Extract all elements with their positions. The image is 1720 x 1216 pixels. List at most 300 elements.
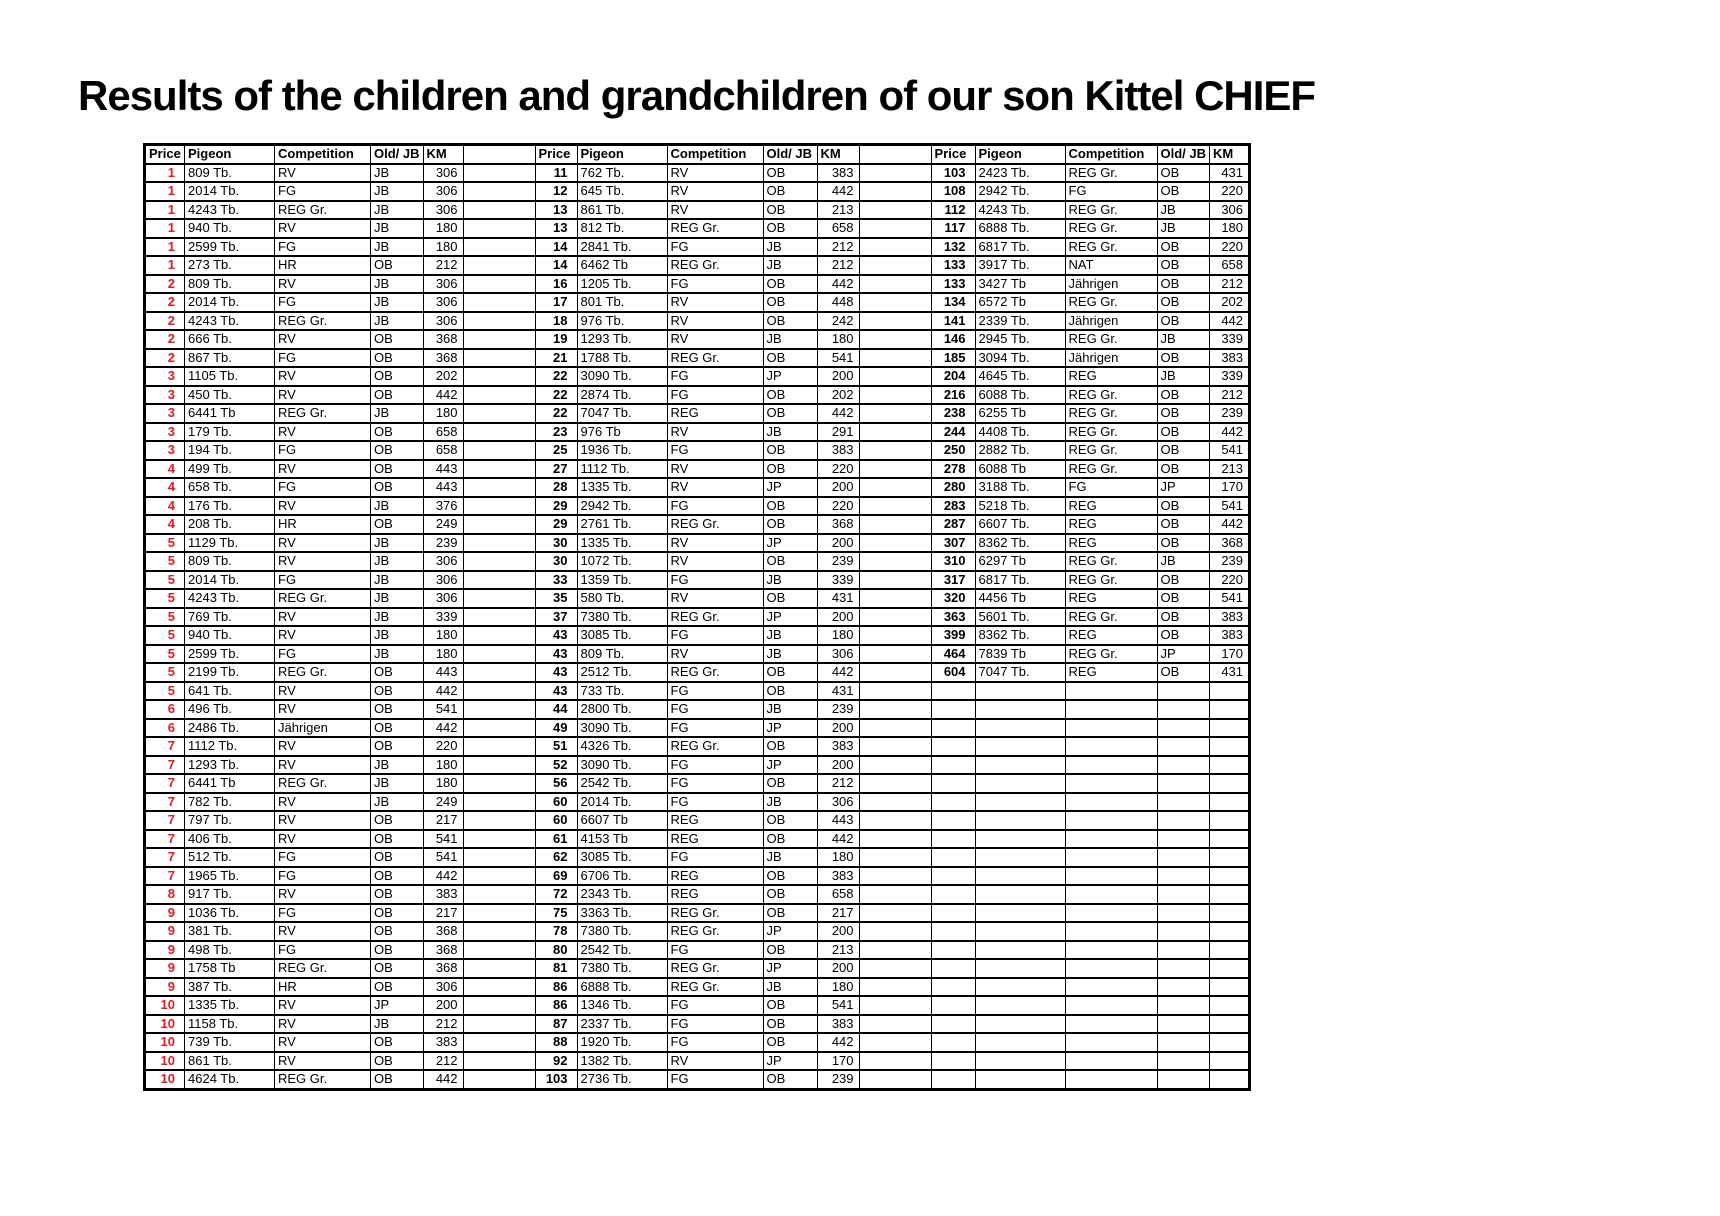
km-cell: 180: [817, 626, 859, 645]
pigeon-cell: 917 Tb.: [185, 885, 275, 904]
price-cell: 1: [145, 219, 185, 238]
oldjb-cell: JP: [763, 719, 817, 738]
oldjb-cell: JP: [763, 756, 817, 775]
table-row: [145, 793, 1250, 812]
pigeon-cell: 809 Tb.: [185, 552, 275, 571]
competition-cell: FG: [275, 293, 371, 312]
gap-cell: [859, 145, 931, 164]
price-cell: 5: [145, 608, 185, 627]
competition-cell: REG Gr.: [1065, 164, 1157, 183]
table-header-cell: Competition: [667, 145, 763, 164]
pigeon-cell: 4645 Tb.: [975, 367, 1065, 386]
pigeon-cell: [975, 1015, 1065, 1034]
gap-cell: [463, 367, 535, 386]
competition-cell: FG: [275, 182, 371, 201]
oldjb-cell: JB: [763, 978, 817, 997]
price-cell: [931, 682, 975, 701]
price-cell: 86: [535, 996, 577, 1015]
km-cell: 291: [817, 423, 859, 442]
oldjb-cell: OB: [371, 256, 424, 275]
price-cell: 2: [145, 293, 185, 312]
km-cell: 180: [423, 756, 463, 775]
competition-cell: RV: [667, 552, 763, 571]
oldjb-cell: [1157, 1070, 1210, 1089]
price-cell: [931, 996, 975, 1015]
pigeon-cell: 1036 Tb.: [185, 904, 275, 923]
km-cell: 220: [817, 497, 859, 516]
price-cell: 117: [931, 219, 975, 238]
oldjb-cell: OB: [763, 349, 817, 368]
km-cell: 212: [423, 256, 463, 275]
pigeon-cell: 7380 Tb.: [577, 959, 667, 978]
table-header-cell: Competition: [1065, 145, 1157, 164]
oldjb-cell: JP: [1157, 478, 1210, 497]
oldjb-cell: JB: [763, 793, 817, 812]
competition-cell: FG: [667, 441, 763, 460]
km-cell: 239: [423, 534, 463, 553]
competition-cell: RV: [667, 312, 763, 331]
pigeon-cell: 3090 Tb.: [577, 719, 667, 738]
table-row: [145, 996, 1250, 1015]
km-cell: [1210, 848, 1250, 867]
price-cell: 7: [145, 793, 185, 812]
km-cell: 541: [423, 700, 463, 719]
price-cell: 112: [931, 201, 975, 220]
km-cell: 383: [817, 1015, 859, 1034]
price-cell: 250: [931, 441, 975, 460]
oldjb-cell: OB: [371, 737, 424, 756]
km-cell: 217: [423, 811, 463, 830]
oldjb-cell: JB: [763, 571, 817, 590]
oldjb-cell: OB: [371, 885, 424, 904]
price-cell: 108: [931, 182, 975, 201]
oldjb-cell: OB: [763, 885, 817, 904]
km-cell: 213: [817, 201, 859, 220]
price-cell: 19: [535, 330, 577, 349]
km-cell: 202: [1210, 293, 1250, 312]
oldjb-cell: OB: [763, 552, 817, 571]
gap-cell: [859, 238, 931, 257]
price-cell: 4: [145, 460, 185, 479]
price-cell: 22: [535, 404, 577, 423]
oldjb-cell: OB: [1157, 515, 1210, 534]
gap-cell: [463, 275, 535, 294]
gap-cell: [859, 996, 931, 1015]
competition-cell: FG: [275, 848, 371, 867]
oldjb-cell: OB: [371, 719, 424, 738]
competition-cell: FG: [275, 867, 371, 886]
competition-cell: REG Gr.: [667, 978, 763, 997]
competition-cell: FG: [667, 996, 763, 1015]
price-cell: 283: [931, 497, 975, 516]
competition-cell: RV: [275, 534, 371, 553]
price-cell: 7: [145, 867, 185, 886]
km-cell: [1210, 700, 1250, 719]
competition-cell: [1065, 737, 1157, 756]
pigeon-cell: [975, 1052, 1065, 1071]
price-cell: [931, 774, 975, 793]
table-header-cell: Pigeon: [577, 145, 667, 164]
price-cell: 14: [535, 256, 577, 275]
competition-cell: REG Gr.: [667, 256, 763, 275]
competition-cell: REG: [1065, 534, 1157, 553]
pigeon-cell: 1920 Tb.: [577, 1033, 667, 1052]
oldjb-cell: OB: [763, 1070, 817, 1089]
km-cell: [1210, 941, 1250, 960]
oldjb-cell: OB: [763, 164, 817, 183]
price-cell: 7: [145, 737, 185, 756]
gap-cell: [463, 552, 535, 571]
gap-cell: [859, 904, 931, 923]
competition-cell: REG Gr.: [275, 201, 371, 220]
km-cell: 368: [423, 941, 463, 960]
pigeon-cell: 1335 Tb.: [185, 996, 275, 1015]
oldjb-cell: JB: [371, 275, 424, 294]
pigeon-cell: 2199 Tb.: [185, 663, 275, 682]
gap-cell: [859, 885, 931, 904]
competition-cell: FG: [667, 367, 763, 386]
competition-cell: FG: [275, 904, 371, 923]
gap-cell: [859, 645, 931, 664]
oldjb-cell: JB: [371, 1015, 424, 1034]
price-cell: 72: [535, 885, 577, 904]
km-cell: 180: [423, 238, 463, 257]
km-cell: 212: [423, 1015, 463, 1034]
table-row: [145, 700, 1250, 719]
competition-cell: RV: [667, 201, 763, 220]
competition-cell: REG Gr.: [1065, 219, 1157, 238]
oldjb-cell: OB: [371, 941, 424, 960]
oldjb-cell: OB: [371, 978, 424, 997]
competition-cell: Jährigen: [275, 719, 371, 738]
price-cell: 10: [145, 1015, 185, 1034]
oldjb-cell: [1157, 922, 1210, 941]
competition-cell: [1065, 996, 1157, 1015]
competition-cell: [1065, 922, 1157, 941]
gap-cell: [859, 793, 931, 812]
km-cell: 306: [423, 275, 463, 294]
oldjb-cell: OB: [763, 941, 817, 960]
oldjb-cell: OB: [371, 1070, 424, 1089]
oldjb-cell: OB: [1157, 164, 1210, 183]
competition-cell: REG Gr.: [275, 312, 371, 331]
gap-cell: [859, 1015, 931, 1034]
price-cell: [931, 978, 975, 997]
oldjb-cell: JB: [371, 534, 424, 553]
gap-cell: [859, 330, 931, 349]
oldjb-cell: OB: [371, 682, 424, 701]
km-cell: 658: [817, 219, 859, 238]
price-cell: 44: [535, 700, 577, 719]
oldjb-cell: JB: [763, 700, 817, 719]
table-header-cell: Old/ JB: [1157, 145, 1210, 164]
price-cell: 43: [535, 626, 577, 645]
km-cell: 220: [1210, 182, 1250, 201]
price-cell: 146: [931, 330, 975, 349]
price-cell: 69: [535, 867, 577, 886]
oldjb-cell: JB: [371, 756, 424, 775]
gap-cell: [859, 571, 931, 590]
competition-cell: REG Gr.: [275, 589, 371, 608]
oldjb-cell: OB: [1157, 404, 1210, 423]
competition-cell: RV: [275, 219, 371, 238]
competition-cell: [1065, 904, 1157, 923]
pigeon-cell: 3427 Tb: [975, 275, 1065, 294]
price-cell: [931, 922, 975, 941]
price-cell: 29: [535, 515, 577, 534]
pigeon-cell: 762 Tb.: [577, 164, 667, 183]
price-cell: 10: [145, 996, 185, 1015]
oldjb-cell: JB: [371, 404, 424, 423]
table-row: [145, 737, 1250, 756]
oldjb-cell: JB: [371, 293, 424, 312]
pigeon-cell: 2343 Tb.: [577, 885, 667, 904]
km-cell: 368: [423, 330, 463, 349]
pigeon-cell: 645 Tb.: [577, 182, 667, 201]
km-cell: 202: [817, 386, 859, 405]
price-cell: 1: [145, 256, 185, 275]
pigeon-cell: 179 Tb.: [185, 423, 275, 442]
gap-cell: [463, 700, 535, 719]
gap-cell: [859, 552, 931, 571]
km-cell: [1210, 867, 1250, 886]
pigeon-cell: 4408 Tb.: [975, 423, 1065, 442]
competition-cell: REG: [1065, 626, 1157, 645]
km-cell: 448: [817, 293, 859, 312]
competition-cell: REG Gr.: [667, 922, 763, 941]
competition-cell: FG: [667, 1033, 763, 1052]
price-cell: 9: [145, 978, 185, 997]
pigeon-cell: 2874 Tb.: [577, 386, 667, 405]
km-cell: 180: [817, 848, 859, 867]
pigeon-cell: 2736 Tb.: [577, 1070, 667, 1089]
price-cell: 43: [535, 682, 577, 701]
gap-cell: [463, 423, 535, 442]
gap-cell: [463, 1033, 535, 1052]
km-cell: 306: [423, 201, 463, 220]
km-cell: 220: [1210, 571, 1250, 590]
table-row: [145, 460, 1250, 479]
price-cell: 10: [145, 1033, 185, 1052]
competition-cell: [1065, 811, 1157, 830]
price-cell: 103: [931, 164, 975, 183]
price-cell: 307: [931, 534, 975, 553]
competition-cell: REG Gr.: [1065, 460, 1157, 479]
oldjb-cell: OB: [763, 441, 817, 460]
gap-cell: [463, 182, 535, 201]
km-cell: 443: [423, 478, 463, 497]
oldjb-cell: [1157, 682, 1210, 701]
oldjb-cell: OB: [763, 182, 817, 201]
pigeon-cell: [975, 867, 1065, 886]
km-cell: 368: [423, 959, 463, 978]
pigeon-cell: 1359 Tb.: [577, 571, 667, 590]
gap-cell: [463, 201, 535, 220]
pigeon-cell: 3188 Tb.: [975, 478, 1065, 497]
competition-cell: REG: [667, 404, 763, 423]
oldjb-cell: OB: [763, 404, 817, 423]
km-cell: 200: [817, 367, 859, 386]
pigeon-cell: 2942 Tb.: [975, 182, 1065, 201]
oldjb-cell: OB: [763, 663, 817, 682]
competition-cell: RV: [275, 275, 371, 294]
pigeon-cell: 1936 Tb.: [577, 441, 667, 460]
km-cell: 180: [817, 330, 859, 349]
km-cell: 202: [423, 367, 463, 386]
oldjb-cell: JP: [763, 1052, 817, 1071]
oldjb-cell: JP: [763, 478, 817, 497]
pigeon-cell: [975, 774, 1065, 793]
price-cell: [931, 719, 975, 738]
oldjb-cell: JB: [371, 589, 424, 608]
pigeon-cell: 2337 Tb.: [577, 1015, 667, 1034]
pigeon-cell: 1293 Tb.: [185, 756, 275, 775]
km-cell: 383: [1210, 626, 1250, 645]
price-cell: 5: [145, 552, 185, 571]
oldjb-cell: OB: [371, 330, 424, 349]
competition-cell: REG Gr.: [1065, 293, 1157, 312]
competition-cell: RV: [275, 386, 371, 405]
table-row: [145, 774, 1250, 793]
oldjb-cell: OB: [371, 367, 424, 386]
km-cell: 239: [817, 700, 859, 719]
price-cell: 33: [535, 571, 577, 590]
price-cell: 310: [931, 552, 975, 571]
pigeon-cell: 7047 Tb.: [975, 663, 1065, 682]
oldjb-cell: JB: [371, 219, 424, 238]
km-cell: 339: [423, 608, 463, 627]
price-cell: [931, 737, 975, 756]
km-cell: 306: [423, 182, 463, 201]
km-cell: 442: [1210, 423, 1250, 442]
km-cell: 239: [1210, 552, 1250, 571]
competition-cell: RV: [275, 423, 371, 442]
price-cell: 133: [931, 256, 975, 275]
competition-cell: [1065, 867, 1157, 886]
oldjb-cell: OB: [371, 478, 424, 497]
oldjb-cell: JB: [763, 238, 817, 257]
table-row: [145, 219, 1250, 238]
price-cell: [931, 700, 975, 719]
pigeon-cell: 861 Tb.: [185, 1052, 275, 1071]
competition-cell: [1065, 1070, 1157, 1089]
price-cell: 60: [535, 811, 577, 830]
pigeon-cell: 1112 Tb.: [185, 737, 275, 756]
km-cell: 442: [1210, 312, 1250, 331]
km-cell: 212: [817, 774, 859, 793]
table-row: [145, 423, 1250, 442]
price-cell: 35: [535, 589, 577, 608]
pigeon-cell: [975, 996, 1065, 1015]
gap-cell: [463, 608, 535, 627]
km-cell: 339: [1210, 367, 1250, 386]
gap-cell: [463, 719, 535, 738]
gap-cell: [859, 219, 931, 238]
pigeon-cell: 666 Tb.: [185, 330, 275, 349]
pigeon-cell: 2014 Tb.: [577, 793, 667, 812]
km-cell: 383: [423, 1033, 463, 1052]
competition-cell: REG Gr.: [1065, 386, 1157, 405]
competition-cell: HR: [275, 978, 371, 997]
price-cell: 4: [145, 497, 185, 516]
price-cell: [931, 848, 975, 867]
km-cell: 431: [817, 682, 859, 701]
table-row: [145, 682, 1250, 701]
table-header-cell: Pigeon: [975, 145, 1065, 164]
km-cell: 306: [817, 793, 859, 812]
page-title: Results of the children and grandchildren of our son Kittel CHIEF: [78, 72, 1316, 119]
pigeon-cell: [975, 1070, 1065, 1089]
gap-cell: [463, 922, 535, 941]
oldjb-cell: OB: [763, 1033, 817, 1052]
pigeon-cell: 3090 Tb.: [577, 756, 667, 775]
price-cell: 5: [145, 645, 185, 664]
price-cell: 1: [145, 238, 185, 257]
pigeon-cell: 733 Tb.: [577, 682, 667, 701]
pigeon-cell: 2599 Tb.: [185, 645, 275, 664]
gap-cell: [463, 497, 535, 516]
price-cell: 87: [535, 1015, 577, 1034]
competition-cell: REG: [1065, 663, 1157, 682]
pigeon-cell: 5601 Tb.: [975, 608, 1065, 627]
km-cell: 220: [1210, 238, 1250, 257]
price-cell: 7: [145, 774, 185, 793]
gap-cell: [859, 774, 931, 793]
oldjb-cell: JB: [1157, 552, 1210, 571]
km-cell: 249: [423, 515, 463, 534]
pigeon-cell: 940 Tb.: [185, 219, 275, 238]
km-cell: 200: [817, 756, 859, 775]
competition-cell: REG Gr.: [275, 663, 371, 682]
gap-cell: [463, 164, 535, 183]
table-header-cell: Competition: [275, 145, 371, 164]
oldjb-cell: [1157, 904, 1210, 923]
pigeon-cell: 6441 Tb: [185, 404, 275, 423]
competition-cell: RV: [667, 460, 763, 479]
table-row: [145, 182, 1250, 201]
oldjb-cell: OB: [371, 904, 424, 923]
oldjb-cell: OB: [1157, 571, 1210, 590]
table-row: [145, 589, 1250, 608]
km-cell: 306: [423, 552, 463, 571]
competition-cell: REG Gr.: [1065, 330, 1157, 349]
gap-cell: [463, 1070, 535, 1089]
competition-cell: FG: [667, 756, 763, 775]
price-cell: 2: [145, 349, 185, 368]
oldjb-cell: JB: [763, 848, 817, 867]
gap-cell: [859, 164, 931, 183]
oldjb-cell: OB: [763, 497, 817, 516]
oldjb-cell: JP: [763, 959, 817, 978]
gap-cell: [859, 663, 931, 682]
table-row: [145, 867, 1250, 886]
price-cell: 10: [145, 1052, 185, 1071]
km-cell: [1210, 774, 1250, 793]
gap-cell: [859, 867, 931, 886]
competition-cell: RV: [275, 737, 371, 756]
price-cell: 464: [931, 645, 975, 664]
km-cell: 541: [817, 996, 859, 1015]
km-cell: 442: [817, 1033, 859, 1052]
pigeon-cell: 782 Tb.: [185, 793, 275, 812]
table-row: [145, 719, 1250, 738]
km-cell: 180: [1210, 219, 1250, 238]
pigeon-cell: [975, 700, 1065, 719]
pigeon-cell: 512 Tb.: [185, 848, 275, 867]
km-cell: 180: [423, 626, 463, 645]
oldjb-cell: OB: [763, 737, 817, 756]
competition-cell: FG: [275, 941, 371, 960]
